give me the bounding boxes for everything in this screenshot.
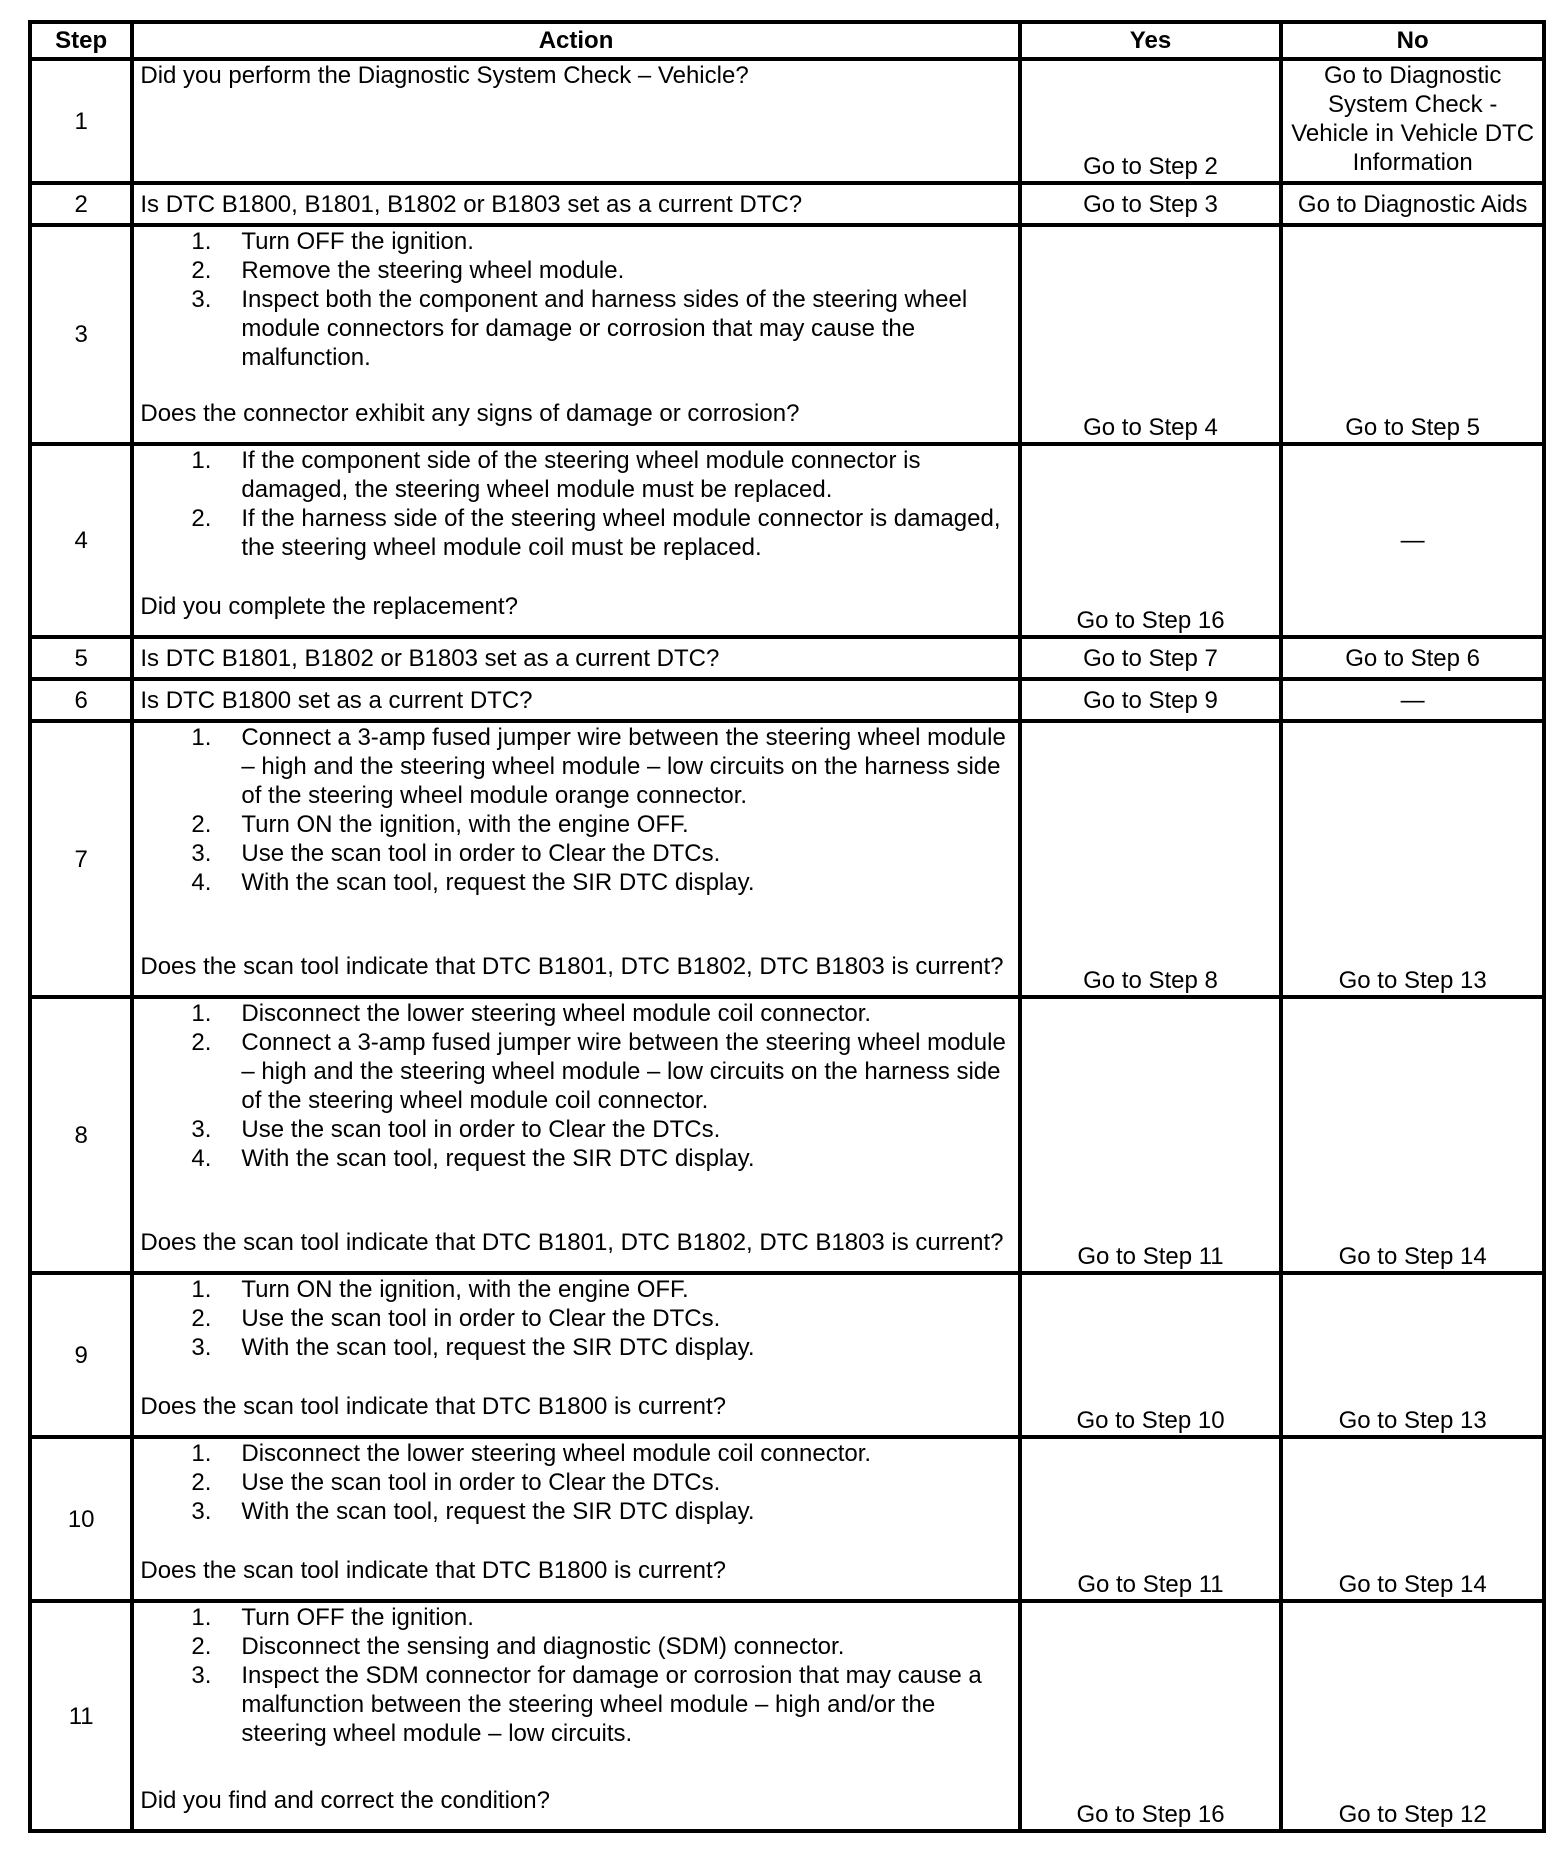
table-row <box>30 997 1544 1273</box>
instruction-number: 3. <box>191 286 212 313</box>
no-result: Go to Step 14 <box>1281 997 1544 1273</box>
action-cell <box>132 1273 1019 1437</box>
table-row <box>30 1437 1544 1601</box>
instruction-list <box>140 1275 1011 1362</box>
instruction-item <box>140 810 1011 839</box>
instruction-number: 1. <box>191 1440 212 1467</box>
instruction-item <box>140 1144 1011 1173</box>
instruction-item <box>140 868 1011 897</box>
instruction-item <box>140 1661 1011 1748</box>
instruction-text: Connect a 3-amp fused jumper wire between the steering wheel module – high and the steering wheel module – low circuits on the harness side of the steering wheel module orange connector. <box>241 724 1006 809</box>
instruction-item <box>140 723 1011 810</box>
instruction-text: Disconnect the lower steering wheel module coil connector. <box>241 1440 872 1467</box>
instruction-text: With the scan tool, request the SIR DTC display. <box>241 1498 755 1525</box>
no-result: — <box>1281 444 1544 637</box>
action-cell <box>132 1437 1019 1601</box>
question-text: Does the scan tool indicate that DTC B1800 is current? <box>140 1557 727 1584</box>
instruction-text: Turn ON the ignition, with the engine OFF. <box>241 1276 689 1303</box>
instruction-number: 1. <box>191 1604 212 1631</box>
step-number: 3 <box>30 225 132 444</box>
no-result: Go to Step 12 <box>1281 1601 1544 1831</box>
instruction-number: 1. <box>191 1276 212 1303</box>
question-text: Did you find and correct the condition? <box>140 1787 550 1814</box>
table-row <box>30 721 1544 997</box>
yes-result: Go to Step 11 <box>1020 997 1282 1273</box>
action-cell <box>132 1601 1019 1831</box>
no-result: — <box>1281 679 1544 721</box>
no-result: Go to Diagnostic Aids <box>1281 183 1544 225</box>
step-number: 8 <box>30 997 132 1273</box>
instruction-list <box>140 1603 1011 1748</box>
header-step: Step <box>30 22 132 59</box>
action-cell <box>132 183 1019 225</box>
instruction-list <box>140 1439 1011 1526</box>
instruction-number: 3. <box>191 1498 212 1525</box>
instruction-item <box>140 1439 1011 1468</box>
instruction-text: Inspect both the component and harness sides of the steering wheel module connectors for damage or corrosion that may cause the malfunction. <box>241 286 968 371</box>
instruction-item <box>140 1603 1011 1632</box>
instruction-item <box>140 1632 1011 1661</box>
yes-result: Go to Step 16 <box>1020 1601 1282 1831</box>
instruction-text: Turn OFF the ignition. <box>241 228 474 255</box>
no-result: Go to Step 6 <box>1281 637 1544 679</box>
question-text: Does the connector exhibit any signs of damage or corrosion? <box>140 400 800 427</box>
instruction-number: 1. <box>191 447 212 474</box>
action-cell <box>132 444 1019 637</box>
instruction-text: Use the scan tool in order to Clear the DTCs. <box>241 1469 721 1496</box>
instruction-item <box>140 285 1011 372</box>
no-result: Go to Step 14 <box>1281 1437 1544 1601</box>
instruction-number: 3. <box>191 840 212 867</box>
instruction-number: 2. <box>191 1305 212 1332</box>
table-row <box>30 225 1544 444</box>
action-cell <box>132 59 1019 183</box>
question-text: Does the scan tool indicate that DTC B1801, DTC B1802, DTC B1803 is current? <box>140 1229 1004 1256</box>
instruction-number: 1. <box>191 1000 212 1027</box>
yes-result: Go to Step 10 <box>1020 1273 1282 1437</box>
instruction-text: With the scan tool, request the SIR DTC display. <box>241 1145 755 1172</box>
instruction-number: 2. <box>191 1029 212 1056</box>
instruction-text: Use the scan tool in order to Clear the DTCs. <box>241 1116 721 1143</box>
question-text: Did you perform the Diagnostic System Check – Vehicle? <box>140 62 749 89</box>
yes-result: Go to Step 7 <box>1020 637 1282 679</box>
instruction-text: Use the scan tool in order to Clear the DTCs. <box>241 1305 721 1332</box>
step-number: 10 <box>30 1437 132 1601</box>
action-cell <box>132 679 1019 721</box>
question-text: Is DTC B1800 set as a current DTC? <box>140 686 533 714</box>
step-number: 5 <box>30 637 132 679</box>
instruction-item <box>140 227 1011 256</box>
instruction-number: 3. <box>191 1662 212 1689</box>
yes-result: Go to Step 8 <box>1020 721 1282 997</box>
no-result: Go to Diagnostic System Check - Vehicle in Vehicle DTC Information <box>1281 59 1544 183</box>
instruction-number: 4. <box>191 869 212 896</box>
step-number: 11 <box>30 1601 132 1831</box>
instruction-item <box>140 1115 1011 1144</box>
instruction-item <box>140 256 1011 285</box>
yes-result: Go to Step 2 <box>1020 59 1282 183</box>
yes-result: Go to Step 16 <box>1020 444 1282 637</box>
instruction-item <box>140 839 1011 868</box>
header-no: No <box>1281 22 1544 59</box>
instruction-number: 2. <box>191 505 212 532</box>
instruction-number: 3. <box>191 1334 212 1361</box>
instruction-number: 4. <box>191 1145 212 1172</box>
instruction-number: 2. <box>191 811 212 838</box>
action-cell <box>132 997 1019 1273</box>
instruction-text: Remove the steering wheel module. <box>241 257 625 284</box>
header-action: Action <box>132 22 1019 59</box>
table-row <box>30 59 1544 183</box>
action-cell <box>132 637 1019 679</box>
instruction-text: Use the scan tool in order to Clear the DTCs. <box>241 840 721 867</box>
instruction-text: Turn ON the ignition, with the engine OFF. <box>241 811 689 838</box>
instruction-list <box>140 227 1011 372</box>
instruction-item <box>140 999 1011 1028</box>
table-row <box>30 637 1544 679</box>
step-number: 7 <box>30 721 132 997</box>
table-row <box>30 1273 1544 1437</box>
no-result: Go to Step 5 <box>1281 225 1544 444</box>
diagnostic-table <box>28 20 1546 1833</box>
header-yes: Yes <box>1020 22 1282 59</box>
yes-result: Go to Step 11 <box>1020 1437 1282 1601</box>
question-text: Did you complete the replacement? <box>140 593 518 620</box>
no-result: Go to Step 13 <box>1281 721 1544 997</box>
instruction-text: With the scan tool, request the SIR DTC display. <box>241 869 755 896</box>
instruction-number: 1. <box>191 724 212 751</box>
no-result: Go to Step 13 <box>1281 1273 1544 1437</box>
instruction-item <box>140 1028 1011 1115</box>
instruction-text: Connect a 3-amp fused jumper wire between the steering wheel module – high and the steering wheel module – low circuits on the harness side of the steering wheel module coil connector. <box>241 1029 1006 1114</box>
instruction-list <box>140 723 1011 897</box>
table-row <box>30 679 1544 721</box>
question-text: Does the scan tool indicate that DTC B1801, DTC B1802, DTC B1803 is current? <box>140 953 1004 980</box>
instruction-number: 3. <box>191 1116 212 1143</box>
step-number: 1 <box>30 59 132 183</box>
step-number: 4 <box>30 444 132 637</box>
table-row <box>30 1601 1544 1831</box>
table-header-row <box>30 22 1544 59</box>
question-text: Is DTC B1800, B1801, B1802 or B1803 set as a current DTC? <box>140 190 803 218</box>
action-cell <box>132 721 1019 997</box>
instruction-item <box>140 1304 1011 1333</box>
action-cell <box>132 225 1019 444</box>
step-number: 6 <box>30 679 132 721</box>
table-body <box>30 59 1544 1831</box>
yes-result: Go to Step 9 <box>1020 679 1282 721</box>
instruction-item <box>140 1333 1011 1362</box>
step-number: 2 <box>30 183 132 225</box>
question-text: Is DTC B1801, B1802 or B1803 set as a current DTC? <box>140 644 720 672</box>
instruction-text: With the scan tool, request the SIR DTC display. <box>241 1334 755 1361</box>
instruction-number: 2. <box>191 1633 212 1660</box>
instruction-number: 2. <box>191 257 212 284</box>
instruction-number: 2. <box>191 1469 212 1496</box>
instruction-item <box>140 446 1011 504</box>
question-text: Does the scan tool indicate that DTC B1800 is current? <box>140 1393 727 1420</box>
instruction-number: 1. <box>191 228 212 255</box>
table-row <box>30 444 1544 637</box>
instruction-list <box>140 999 1011 1173</box>
yes-result: Go to Step 4 <box>1020 225 1282 444</box>
instruction-text: If the harness side of the steering wheel module connector is damaged, the steering wheel module coil must be replaced. <box>241 505 1001 561</box>
table-row <box>30 183 1544 225</box>
step-number: 9 <box>30 1273 132 1437</box>
instruction-item <box>140 1497 1011 1526</box>
instruction-text: If the component side of the steering wheel module connector is damaged, the steering wheel module must be replaced. <box>241 447 921 503</box>
yes-result: Go to Step 3 <box>1020 183 1282 225</box>
instruction-item <box>140 1468 1011 1497</box>
instruction-text: Inspect the SDM connector for damage or corrosion that may cause a malfunction between the steering wheel module – high and/or the steering wheel module – low circuits. <box>241 1662 982 1747</box>
instruction-text: Disconnect the lower steering wheel module coil connector. <box>241 1000 872 1027</box>
instruction-item <box>140 504 1011 562</box>
instruction-text: Turn OFF the ignition. <box>241 1604 474 1631</box>
instruction-text: Disconnect the sensing and diagnostic (SDM) connector. <box>241 1633 845 1660</box>
instruction-list <box>140 446 1011 562</box>
instruction-item <box>140 1275 1011 1304</box>
